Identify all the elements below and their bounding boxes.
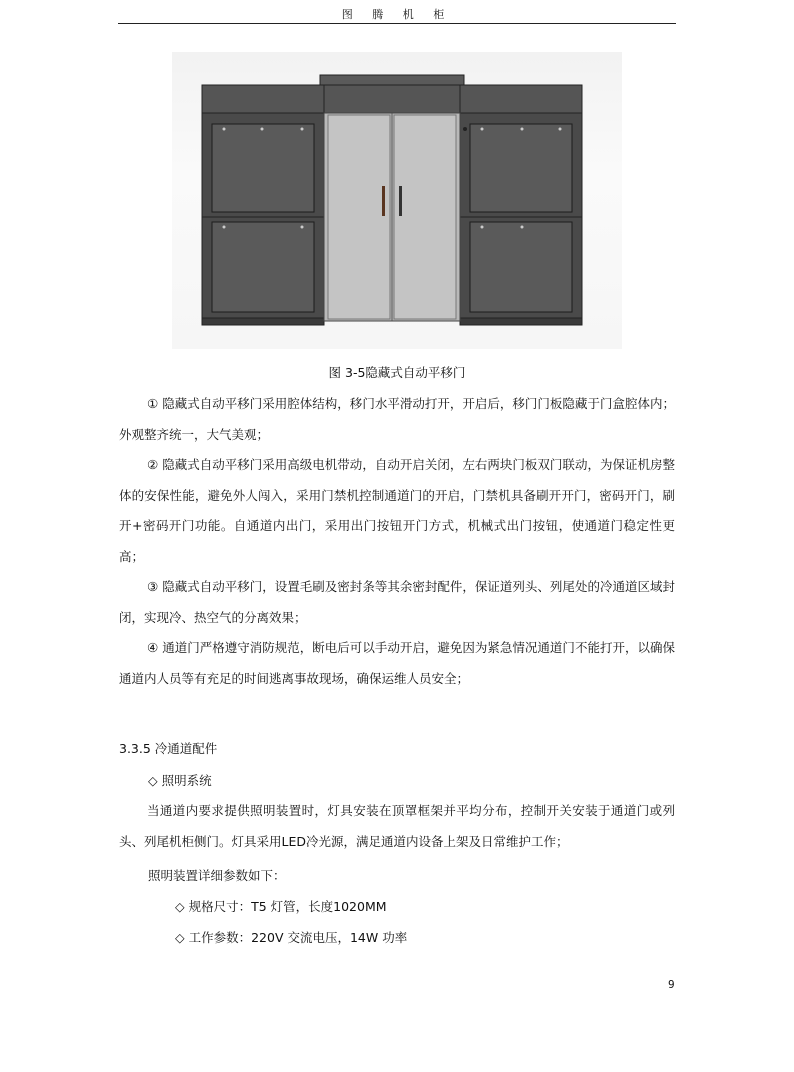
paragraph-1: ① 隐藏式自动平移门采用腔体结构，移门水平滑动打开，开启后，移门门板隐藏于门盒腔体内；外观整齐统一，大气美观；	[119, 396, 675, 442]
bullet-item-params: ◇ 工作参数：220V 交流电压，14W 功率	[175, 930, 408, 945]
subsection-heading: ◇ 照明系统	[148, 773, 212, 788]
section-heading: 3.3.5 冷通道配件	[119, 741, 218, 756]
paragraph-3: ③ 隐藏式自动平移门，设置毛刷及密封条等其余密封配件，保证道列头、列尾处的冷通道区域封闭，实现冷、热空气的分离效果；	[119, 579, 675, 625]
page-header: 图 腾 机 柜	[118, 6, 676, 24]
paragraph-4: ④ 通道门严格遵守消防规范，断电后可以手动开启，避免因为紧急情况通道门不能打开，以确保通道内人员等有充足的时间逃离事故现场，确保运维人员安全；	[119, 640, 675, 686]
paragraph-5: 当通道内要求提供照明装置时，灯具安装在顶罩框架并平均分布，控制开关安装于通道门或列头、列尾机柜侧门。灯具采用LED冷光源，满足通道内设备上架及日常维护工作；	[119, 803, 675, 849]
page-number: 9	[668, 978, 675, 991]
bullet-item-spec: ◇ 规格尺寸：T5 灯管，长度1020MM	[175, 899, 387, 914]
sliding-door-drawing	[172, 52, 622, 349]
door-illustration	[172, 52, 622, 349]
paragraph-2: ② 隐藏式自动平移门采用高级电机带动，自动开启关闭，左右两块门板双门联动，为保证机房整体的安保性能，避免外人闯入，采用门禁机控制通道门的开启，门禁机具备刷开开门，密码开门，刷开+密码开门功能。自通道内出门，采用出门按钮开门方式，机械式出门按钮，使通道门稳定性更高；	[119, 457, 675, 564]
figure-caption: 图 3-5隐藏式自动平移门	[328, 365, 466, 380]
paragraph-6: 照明装置详细参数如下：	[148, 868, 286, 883]
